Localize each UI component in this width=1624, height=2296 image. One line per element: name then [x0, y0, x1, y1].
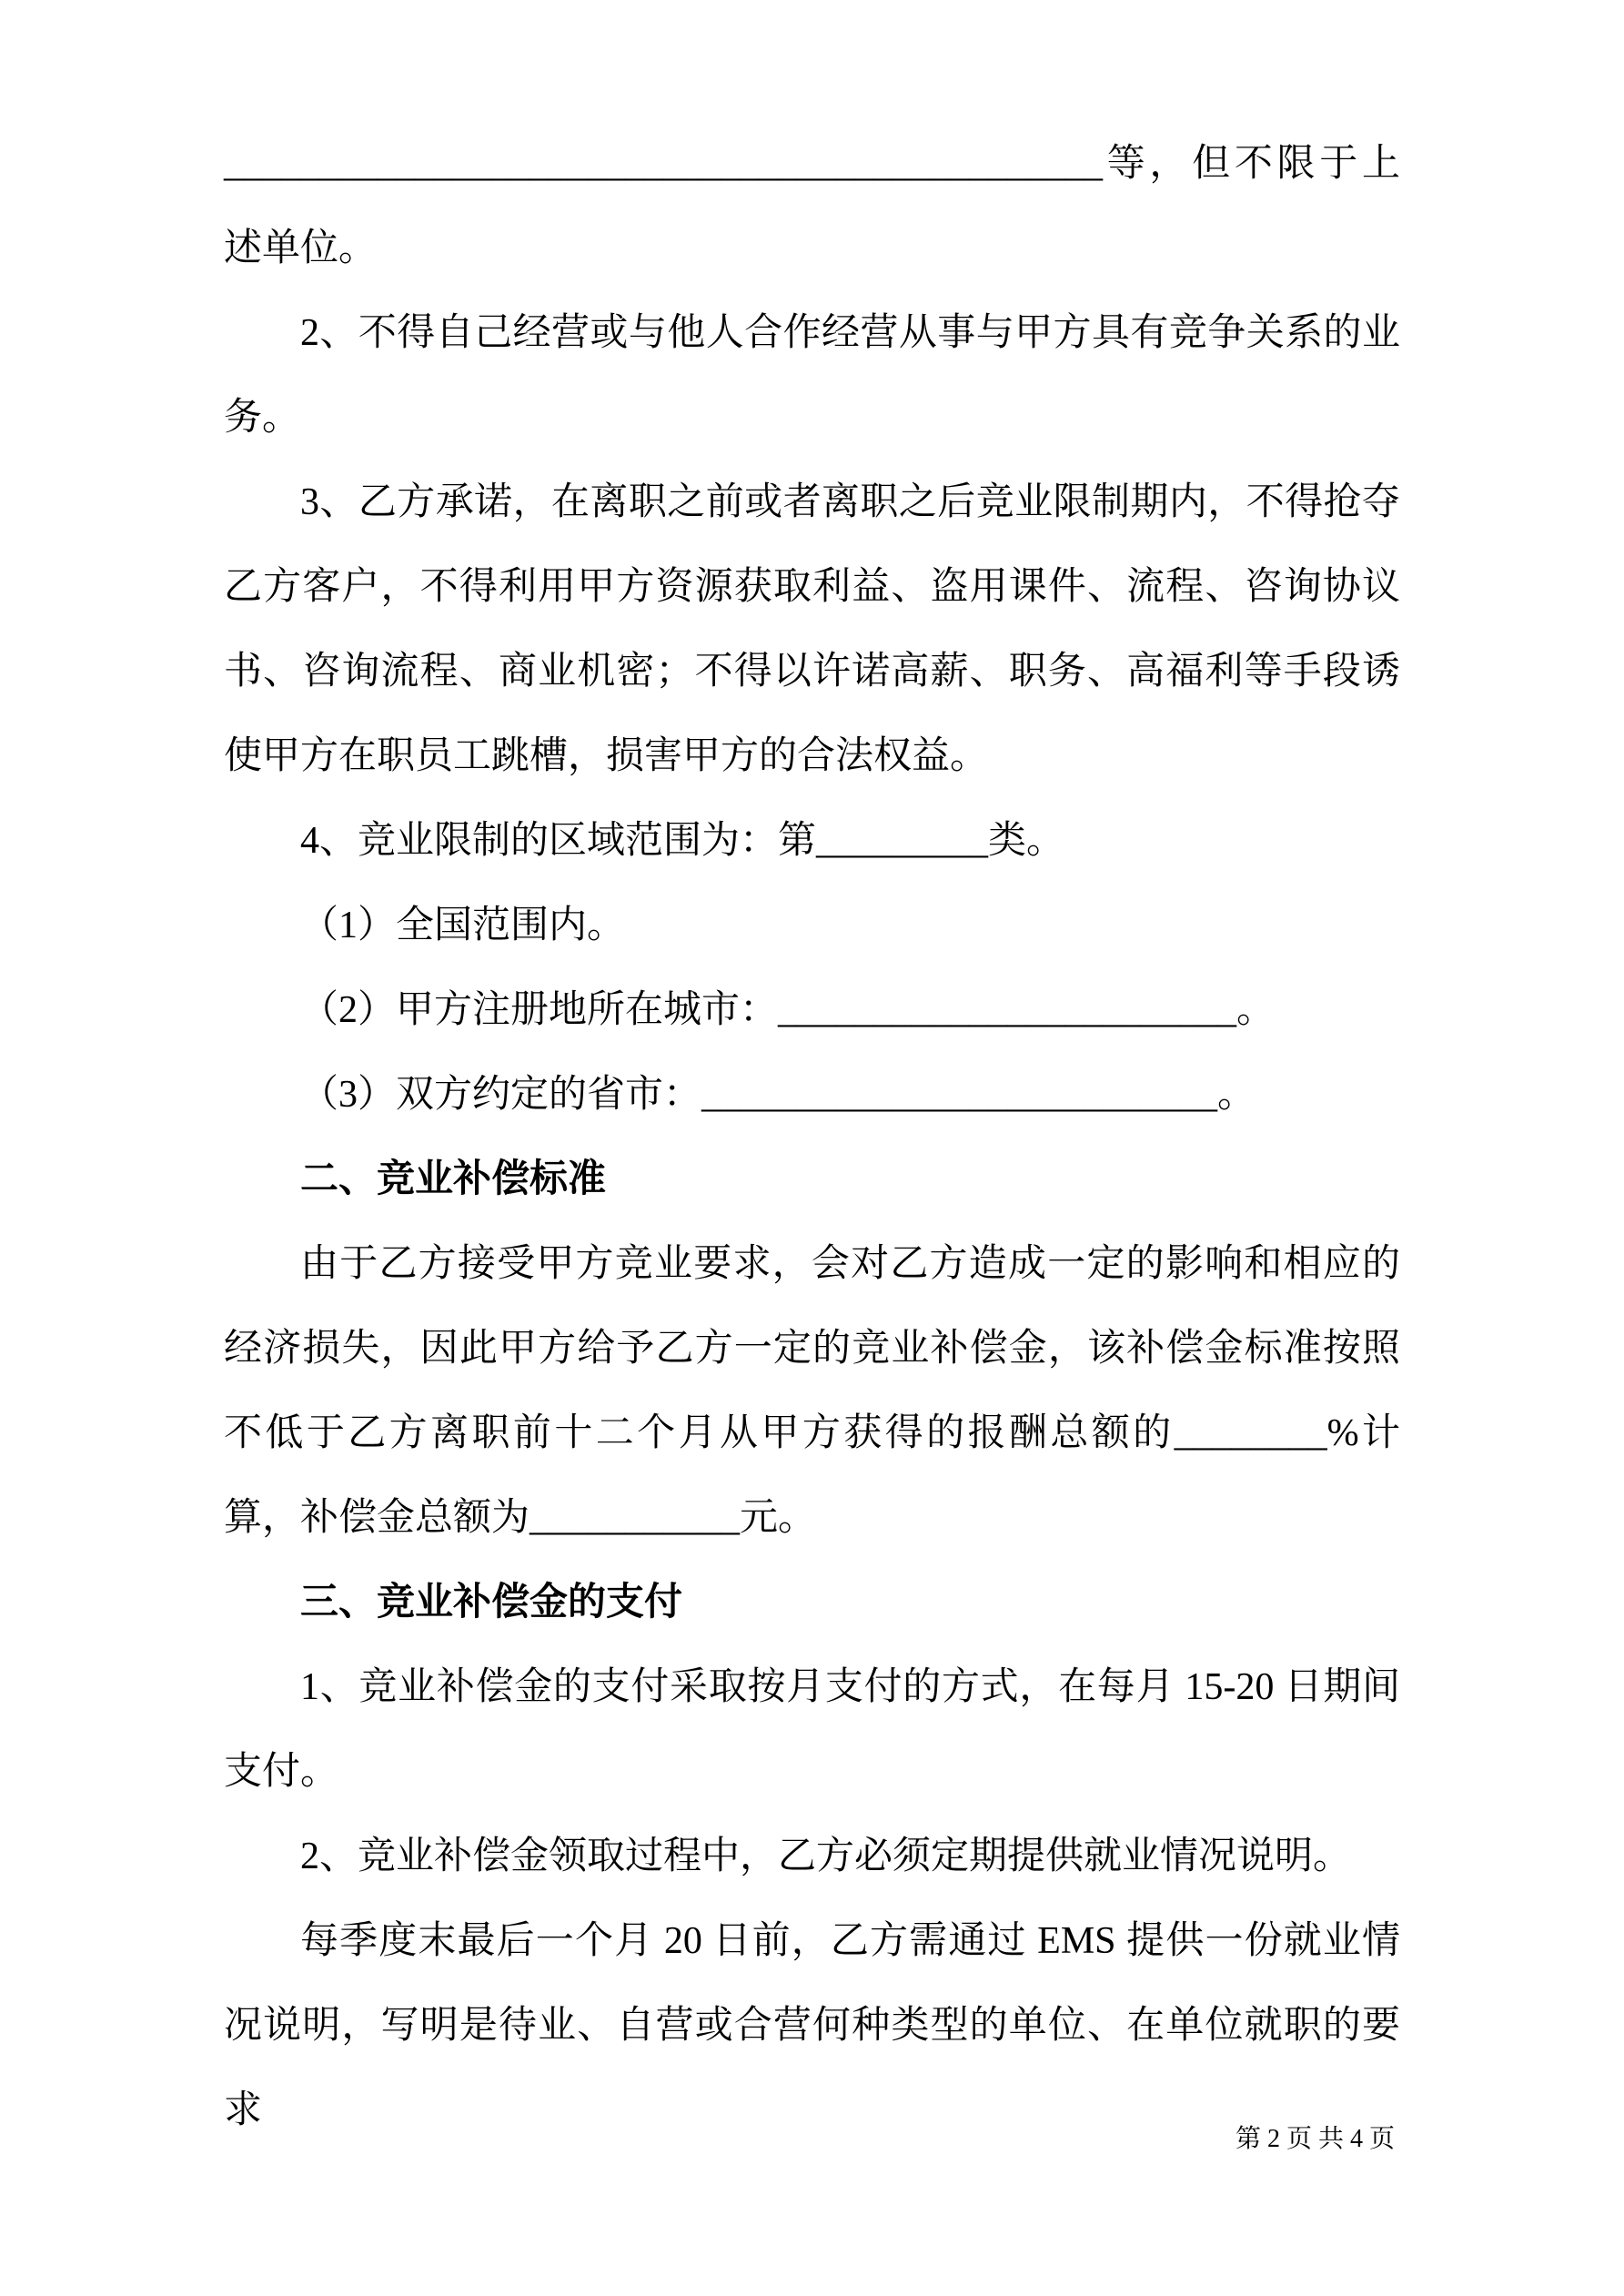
section-heading-compensation-standard: 二、竞业补偿标准 — [300, 1158, 607, 1200]
paragraph-payment-item-2: 2、竞业补偿金领取过程中，乙方必须定期提供就业情况说明。 — [300, 1836, 1352, 1877]
paragraph-blank-unit-continuation: ______________________________________________等，但不限于上述单位。 — [224, 143, 1400, 269]
paragraph-region-option-3: （3）双方约定的省市：___________________________。 — [300, 1074, 1256, 1116]
page-number-label: 第 2 页 共 4 页 — [1235, 2125, 1395, 2153]
paragraph-restriction-item-4: 4、竞业限制的区域范围为：第_________类。 — [300, 820, 1065, 862]
paragraph-restriction-item-3: 3、乙方承诺，在离职之前或者离职之后竞业限制期内，不得抢夺乙方客户，不得利用甲方资源获取利益、盗用课件、流程、咨询协议书、咨询流程、商业机密；不得以许诺高薪、职务、高福利等手段诱使甲方在职员工跳槽，损害甲方的合法权益。 — [224, 481, 1400, 777]
paragraph-compensation-standard-detail: 由于乙方接受甲方竞业要求，会对乙方造成一定的影响和相应的经济损失，因此甲方给予乙方一定的竞业补偿金，该补偿金标准按照不低于乙方离职前十二个月从甲方获得的报酬总额的________%计算，补偿金总额为___________元。 — [224, 1243, 1400, 1539]
paragraph-region-option-1: （1）全国范围内。 — [300, 905, 626, 946]
paragraph-payment-item-1: 1、竞业补偿金的支付采取按月支付的方式，在每月 15-20 日期间支付。 — [224, 1666, 1400, 1793]
paragraph-region-option-2: （2）甲方注册地所在城市：________________________。 — [300, 989, 1276, 1031]
section-heading-compensation-payment: 三、竞业补偿金的支付 — [300, 1582, 683, 1623]
paragraph-restriction-item-2: 2、不得自己经营或与他人合作经营从事与甲方具有竞争关系的业务。 — [224, 312, 1400, 439]
paragraph-employment-statement: 每季度末最后一个月 20 日前，乙方需通过 EMS 提供一份就业情况说明，写明是待业、自营或合营何种类型的单位、在单位就职的要求 — [224, 1920, 1400, 2131]
page-footer — [1236, 2127, 1395, 2152]
